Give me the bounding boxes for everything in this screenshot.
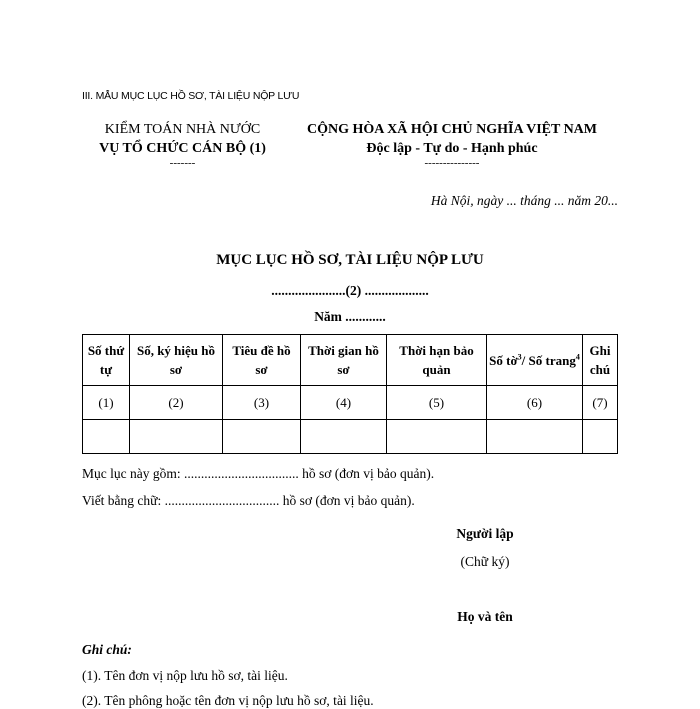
table-cell: (2) [130, 386, 223, 420]
header-text: Số tờ [489, 352, 518, 368]
signer-title: Người lập [456, 526, 514, 541]
issuing-unit: VỤ TỔ CHỨC CÁN BỘ (1) [99, 141, 266, 156]
signer-name: Họ và tên [457, 609, 513, 624]
note-item: (2). Tên phông hoặc tên đơn vị nộp lưu hồ sơ, tài liệu. [82, 693, 374, 708]
national-motto: Độc lập - Tự do - Hạnh phúc [366, 141, 538, 156]
table-cell: (4) [301, 386, 387, 420]
summary-words-line: Viết bằng chữ: .................................. hồ sơ (đơn vị bảo quản). [82, 493, 415, 508]
table-cell: (7) [583, 386, 618, 420]
table-cell [301, 420, 387, 454]
header-cell: Số thứ tự [83, 335, 130, 386]
header-cell: Thời hạn bảo quản [387, 335, 487, 386]
table-row [83, 386, 618, 420]
table-cell: (1) [83, 386, 130, 420]
agency-separator: ------- [169, 157, 196, 169]
header-text: / Số trang [521, 352, 576, 368]
national-title: CỘNG HÒA XÃ HỘI CHỦ NGHĨA VIỆT NAM [306, 122, 597, 137]
header-cell: Thời gian hồ sơ [301, 335, 387, 386]
document-title: MỤC LỤC HỒ SƠ, TÀI LIỆU NỘP LƯU [216, 252, 484, 268]
table-header-row [83, 335, 618, 386]
table-cell [83, 420, 130, 454]
section-heading: III. MẪU MỤC LỤC HỒ SƠ, TÀI LIỆU NỘP LƯU [82, 90, 300, 102]
footnote-marker: 3 [517, 352, 522, 362]
table-cell [130, 420, 223, 454]
table-cell [387, 420, 487, 454]
national-separator: --------------- [424, 157, 480, 169]
signature-note: (Chữ ký) [460, 554, 510, 569]
place-date: Hà Nội, ngày ... tháng ... năm 20... [430, 193, 618, 208]
table-cell: (3) [223, 386, 301, 420]
notes-heading: Ghi chú: [82, 642, 132, 657]
table-row [83, 420, 618, 454]
document-year: Năm ............ [314, 309, 386, 324]
records-table [82, 334, 618, 454]
header-cell: Tiêu đề hồ sơ [223, 335, 301, 386]
document-subtitle: ......................(2) ................... [271, 283, 429, 298]
table-cell [223, 420, 301, 454]
parent-agency: KIỂM TOÁN NHÀ NƯỚC [104, 122, 261, 137]
table-cell [583, 420, 618, 454]
header-cell [487, 335, 583, 386]
header-cell: Số, ký hiệu hồ sơ [130, 335, 223, 386]
footnote-marker: 4 [575, 352, 580, 362]
national-header [292, 120, 612, 169]
agency-header [80, 120, 285, 169]
header-cell: Ghi chú [583, 335, 618, 386]
table-cell: (6) [487, 386, 583, 420]
note-item: (1). Tên đơn vị nộp lưu hồ sơ, tài liệu. [82, 668, 288, 683]
table-cell [487, 420, 583, 454]
summary-count-line: Mục lục này gồm: .................................. hồ sơ (đơn vị bảo quản). [82, 466, 435, 481]
table-cell: (5) [387, 386, 487, 420]
